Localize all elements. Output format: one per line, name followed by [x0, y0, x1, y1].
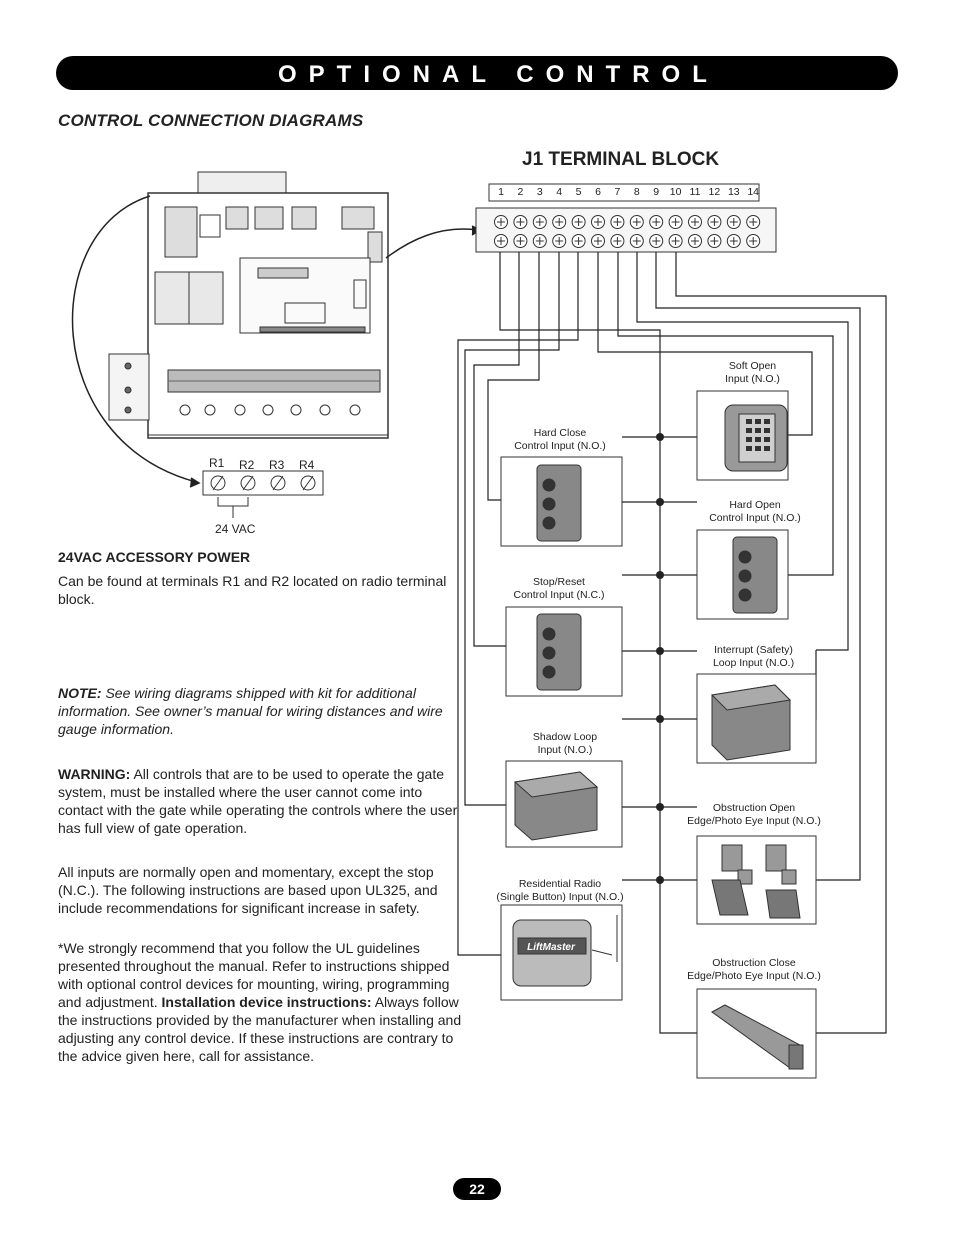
page-title: OPTIONAL CONTROL DEVICES [278, 61, 719, 116]
terminal-number: 14 [747, 186, 760, 198]
residential-radio-label: Residential Radio (Single Button) Input (N.O.) [496, 878, 624, 903]
terminal-number: 3 [536, 186, 543, 198]
terminal-number: 2 [517, 186, 524, 198]
terminal-number: 5 [575, 186, 582, 198]
shadow-loop-label: Shadow Loop Input (N.O.) [532, 731, 598, 756]
terminal-block-title: J1 TERMINAL BLOCK [522, 149, 720, 170]
voltage-label: 24 VAC [215, 522, 256, 536]
section-heading: CONTROL CONNECTION DIAGRAMS [58, 111, 364, 130]
liftmaster-logo: LiftMaster [527, 942, 575, 953]
obstruction-open-label: Obstruction Open Edge/Photo Eye Input (N.O.) [687, 802, 821, 827]
keypad-icon [725, 405, 787, 471]
control-board [109, 172, 388, 438]
terminal-number: 4 [556, 186, 563, 198]
accessory-power-heading: 24VAC ACCESSORY POWER [58, 549, 251, 565]
hard-open-label: Hard Open Control Input (N.O.) [709, 499, 801, 524]
note-text: NOTE: See wiring diagrams shipped with kit for additional information. See owner’s manual for wiring distances and wire gauge information. [58, 685, 443, 737]
hard-close-label: Hard Close Control Input (N.O.) [514, 427, 606, 452]
page-number: 22 [453, 1178, 501, 1200]
terminal-number: 7 [614, 186, 621, 198]
obstruction-close-label: Obstruction Close Edge/Photo Eye Input (N.O.) [687, 957, 821, 982]
terminal-number: 11 [689, 186, 701, 198]
accessory-power-text: Can be found at terminals R1 and R2 located on radio terminal block. [58, 573, 447, 607]
r2-label: R2 [239, 458, 255, 472]
terminal-number: 1 [498, 186, 504, 198]
inputs-paragraph: All inputs are normally open and momentary, except the stop (N.C.). The following instructions are based upon UL325, and include recommendations for significant increase in safety. [58, 864, 438, 916]
warning-text: WARNING: All controls that are to be used to operate the gate system, must be installed where the user cannot come into contact with the gate while operating the controls where the user has full view of gate operation. [58, 766, 458, 836]
r3-label: R3 [269, 458, 285, 472]
terminal-number: 10 [669, 186, 682, 198]
terminal-number: 9 [653, 186, 660, 198]
radio-terminal-block [203, 471, 323, 518]
terminal-number: 13 [727, 186, 740, 198]
terminal-number: 6 [595, 186, 601, 198]
ul-guidelines-paragraph: *We strongly recommend that you follow the UL guidelines presented throughout the manual. Refer to instructions shipped with optional control devices for mounting, wiring, programming and adjustment. Installation device instructions: Always follow the instructions provided by the manufacturer when installing and adjusting any control device. If these instructions are contrary to the advice given here, call for assistance. [58, 940, 462, 1064]
soft-open-label: Soft Open Input (N.O.) [725, 360, 780, 385]
terminal-number: 12 [708, 186, 721, 198]
r1-label: R1 [209, 456, 225, 470]
interrupt-loop-label: Interrupt (Safety) Loop Input (N.O.) [712, 644, 795, 669]
stop-reset-label: Stop/Reset Control Input (N.C.) [513, 576, 605, 601]
terminal-number: 8 [633, 186, 640, 198]
r4-label: R4 [299, 458, 315, 472]
